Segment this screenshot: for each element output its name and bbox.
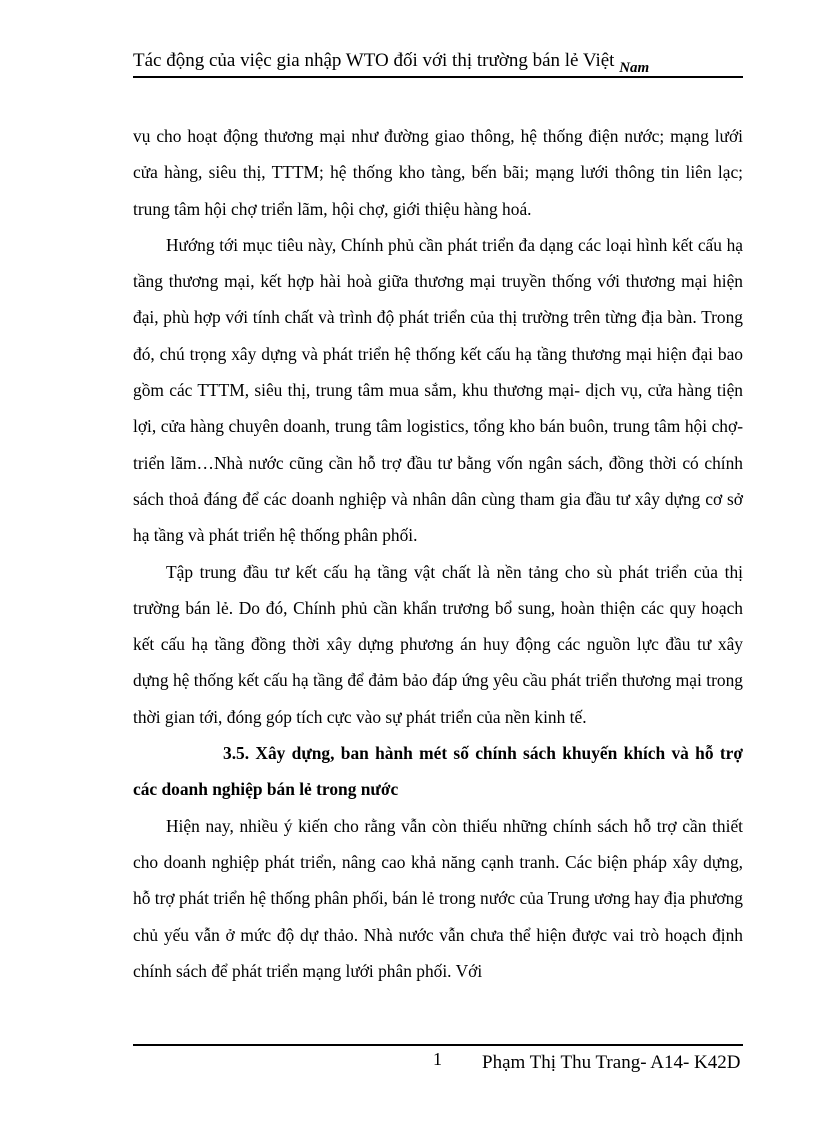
document-body (133, 118, 743, 989)
paragraph-continuation: vụ cho hoạt động thương mại như đường giao thông, hệ thống điện nước; mạng lưới cửa hàng, siêu thị, TTTM; hệ thống kho tàng, bến bãi; mạng lưới thông tin liên lạc; trung tâm hội chợ triển lãm, hội chợ, giới thiệu hàng hoá. (133, 126, 743, 219)
page-header (133, 48, 743, 78)
page-number: 1 (433, 1049, 442, 1069)
paragraph: Hướng tới mục tiêu này, Chính phủ cần phát triển đa dạng các loại hình kết cấu hạ tầng thương mại, kết hợp hài hoà giữa thương mại truyền thống với thương mại hiện đại, phù hợp với tính chất và trình độ phát triển của thị trường trên từng địa bàn. Trong đó, chú trọng xây dựng và phát triển hệ thống kết cấu hạ tầng thương mại hiện đại bao gồm các TTTM, siêu thị, trung tâm mua sắm, khu thương mại- dịch vụ, cửa hàng tiện lợi, cửa hàng chuyên doanh, trung tâm logistics, tổng kho bán buôn, trung tâm hội chợ- triển lãm…Nhà nước cũng cần hỗ trợ đầu tư bằng vốn ngân sách, đồng thời có chính sách thoả đáng để các doanh nghiệp và nhân dân cùng tham gia đầu tư xây dựng cơ sở hạ tầng và phát triển hệ thống phân phối. (133, 234, 743, 546)
paragraph: Hiện nay, nhiều ý kiến cho rằng vẫn còn thiếu những chính sách hỗ trợ cần thiết cho doanh nghiệp phát triển, nâng cao khả năng cạnh tranh. Các biện pháp xây dựng, hỗ trợ phát triển hệ thống phân phối, bán lẻ trong nước của Trung ương hay địa phương chủ yếu vẫn ở mức độ dự thảo. Nhà nước vẫn chưa thể hiện được vai trò hoạch định chính sách để phát triển mạng lưới phân phối. Với (133, 815, 743, 981)
footer-author: Phạm Thị Thu Trang- A14- K42D (482, 1052, 741, 1073)
section-heading: 3.5. Xây dựng, ban hành mét số chính sách khuyến khích và hỗ trợ các doanh nghiệp bán lẻ trong nước (133, 743, 743, 800)
header-title-tail: Nam (619, 60, 650, 76)
paragraph: Tập trung đầu tư kết cấu hạ tầng vật chất là nền tảng cho sù phát triển của thị trường bán lẻ. Do đó, Chính phủ cần khẩn trương bổ sung, hoàn thiện các quy hoạch kết cấu hạ tầng đồng thời xây dựng phương án huy động các nguồn lực đầu tư xây dựng hệ thống kết cấu hạ tầng để đảm bảo đáp ứng yêu cầu phát triển thương mại trong thời gian tới, đóng góp tích cực vào sự phát triển của nền kinh tế. (133, 561, 743, 727)
header-title (133, 50, 650, 76)
footer-divider (133, 1044, 743, 1046)
header-title-text: Tác động của việc gia nhập WTO đối với thị trường bán lẻ Việt (133, 50, 615, 71)
